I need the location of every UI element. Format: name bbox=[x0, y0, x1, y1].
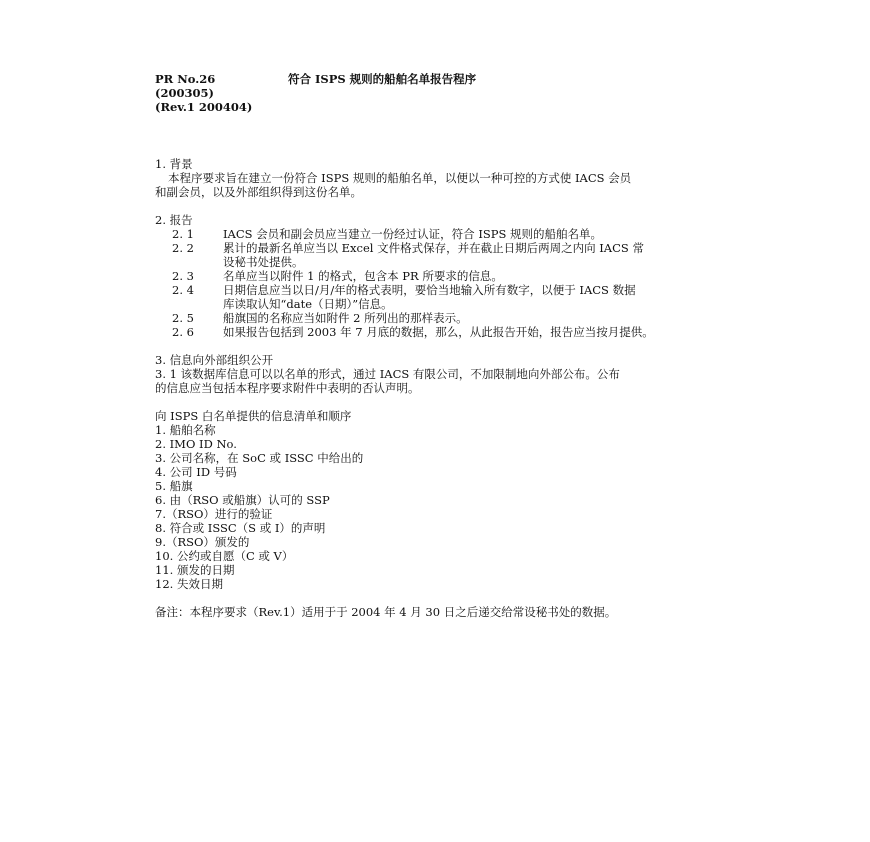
section1-paragraph-line2: 和副会员，以及外部组织得到这份名单。 bbox=[155, 185, 362, 199]
section2-heading: 2. 报告 bbox=[155, 213, 193, 227]
info-list-item: 3. 公司名称，在 SoC 或 ISSC 中给出的 bbox=[155, 451, 364, 465]
section2-item-text: 如果报告包括到 2003 年 7 月底的数据，那么，从此报告开始，报告应当按月提供。 bbox=[223, 325, 654, 339]
section2-item-text: IACS 会员和副会员应当建立一份经过认证，符合 ISPS 规则的船舶名单。 bbox=[223, 227, 603, 241]
info-list-item: 6. 由（RSO 或船旗）认可的 SSP bbox=[155, 493, 330, 507]
section2-item-number: 2. 3 bbox=[172, 269, 194, 283]
section1-heading: 1. 背景 bbox=[155, 157, 193, 171]
info-list-item: 12. 失效日期 bbox=[155, 577, 223, 591]
info-list-item: 4. 公司 ID 号码 bbox=[155, 465, 237, 479]
section2-item-number: 2. 5 bbox=[172, 311, 194, 325]
section1-paragraph-line1: 本程序要求旨在建立一份符合 ISPS 规则的船舶名单，以便以一种可控的方式使 IACS 会员 bbox=[168, 171, 632, 185]
section3-heading: 3. 信息向外部组织公开 bbox=[155, 353, 274, 367]
info-list-item: 8. 符合或 ISSC（S 或 I）的声明 bbox=[155, 521, 326, 535]
document-date: (200305) bbox=[155, 86, 214, 100]
section2-item-text: 日期信息应当以日/月/年的格式表明，要恰当地输入所有数字，以便于 IACS 数据 bbox=[223, 283, 636, 297]
footnote: 备注：本程序要求（Rev.1）适用于于 2004 年 4 月 30 日之后递交给常设秘书处的数据。 bbox=[155, 605, 617, 619]
section2-item-text: 累计的最新名单应当以 Excel 文件格式保存，并在截止日期后两周之内向 IACS 常 bbox=[223, 241, 644, 255]
section2-item-text: 船旗国的名称应当如附件 2 所列出的那样表示。 bbox=[223, 311, 468, 325]
section3-paragraph-line1: 3. 1 该数据库信息可以以名单的形式，通过 IACS 有限公司，不加限制地向外部公布。公布 bbox=[155, 367, 620, 381]
section3-paragraph-line2: 的信息应当包括本程序要求附件中表明的否认声明。 bbox=[155, 381, 420, 395]
info-list-item: 7.（RSO）进行的验证 bbox=[155, 507, 273, 521]
document-revision: (Rev.1 200404) bbox=[155, 100, 253, 114]
info-list-item: 9.（RSO）颁发的 bbox=[155, 535, 250, 549]
section2-item-number: 2. 1 bbox=[172, 227, 194, 241]
section2-item-text-continued: 库读取认知“date（日期）”信息。 bbox=[223, 297, 393, 311]
section2-item-number: 2. 4 bbox=[172, 283, 194, 297]
section2-item-number: 2. 6 bbox=[172, 325, 194, 339]
section2-item-text: 名单应当以附件 1 的格式，包含本 PR 所要求的信息。 bbox=[223, 269, 503, 283]
section2-item-number: 2. 2 bbox=[172, 241, 194, 255]
info-list-heading: 向 ISPS 白名单提供的信息清单和顺序 bbox=[155, 409, 352, 423]
section2-item-text-continued: 设秘书处提供。 bbox=[223, 255, 304, 269]
document-title: 符合 ISPS 规则的船舶名单报告程序 bbox=[288, 72, 477, 86]
info-list-item: 2. IMO ID No. bbox=[155, 437, 237, 451]
info-list-item: 5. 船旗 bbox=[155, 479, 193, 493]
info-list-item: 11. 颁发的日期 bbox=[155, 563, 235, 577]
info-list-item: 10. 公约或自愿（C 或 V） bbox=[155, 549, 294, 563]
pr-number: PR No.26 bbox=[155, 72, 216, 86]
info-list-item: 1. 船舶名称 bbox=[155, 423, 216, 437]
